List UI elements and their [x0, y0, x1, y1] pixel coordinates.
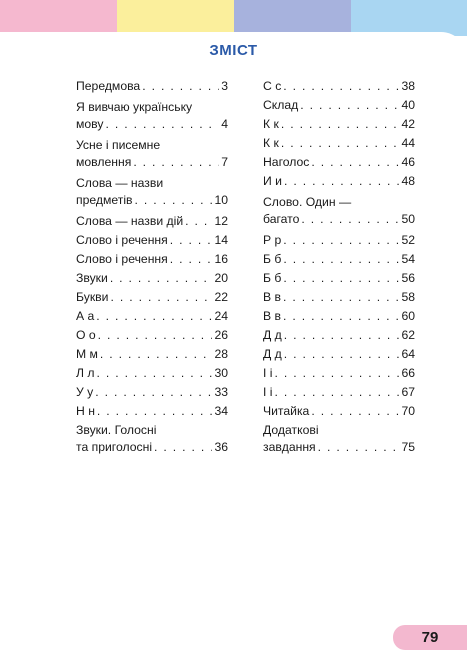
toc-entry-page: 46 — [401, 155, 415, 169]
toc-entry-page: 20 — [214, 271, 228, 285]
toc-entry-page: 70 — [401, 404, 415, 418]
toc-entry-title: Передмова — [76, 79, 141, 93]
toc-entry-title: Л л — [76, 366, 95, 380]
toc-entry-title: Наголос — [263, 155, 310, 169]
toc-entry-page: 28 — [214, 347, 228, 361]
toc-entry — [263, 135, 415, 152]
dot-leader — [283, 270, 399, 287]
toc-entry-title: О о — [76, 328, 96, 342]
toc-entry — [263, 365, 415, 382]
toc-entry-title: Букви — [76, 290, 109, 304]
toc-entry-page: 66 — [401, 366, 415, 380]
dot-leader — [300, 97, 399, 114]
dot-leader — [318, 439, 400, 456]
page-number-tab: 79 — [393, 625, 467, 650]
dot-leader — [170, 251, 213, 268]
header-band-yellow — [117, 0, 234, 36]
toc-entry-title: А а — [76, 309, 95, 323]
dot-leader — [283, 289, 399, 306]
toc-entry-page: 54 — [401, 252, 415, 266]
toc-entry-page: 67 — [401, 385, 415, 399]
dot-leader — [274, 384, 399, 401]
dot-leader — [284, 327, 400, 344]
toc-entry-title: Б б — [263, 252, 282, 266]
toc-entry-page: 36 — [214, 440, 228, 454]
dot-leader — [311, 154, 399, 171]
toc-entry — [263, 308, 415, 325]
toc-entry — [76, 422, 228, 456]
toc-entry-page: 38 — [401, 79, 415, 93]
dot-leader — [98, 327, 213, 344]
toc-entry-title: Б б — [263, 271, 282, 285]
toc-entry-page: 26 — [214, 328, 228, 342]
toc-entry-title: В в — [263, 290, 281, 304]
dot-leader — [95, 384, 212, 401]
toc-entry — [76, 99, 228, 133]
toc-entry-page: 44 — [401, 136, 415, 150]
toc-entry-title: К к — [263, 136, 279, 150]
dot-leader — [154, 439, 212, 456]
dot-leader — [100, 346, 213, 363]
dot-leader — [96, 308, 212, 325]
dot-leader — [185, 213, 212, 230]
toc-entry-page: 64 — [401, 347, 415, 361]
toc-entry — [263, 346, 415, 363]
dot-leader — [133, 154, 219, 171]
dot-leader — [283, 308, 399, 325]
toc-entry — [263, 173, 415, 190]
toc-right-column — [263, 78, 415, 456]
toc-entry-title: Слова — назви — [76, 176, 164, 190]
toc-entry — [263, 97, 415, 114]
toc-entry — [76, 365, 228, 382]
dot-leader — [283, 232, 399, 249]
dot-leader — [283, 78, 399, 95]
dot-leader — [170, 232, 213, 249]
toc-entry-page: 22 — [214, 290, 228, 304]
toc-entry-page: 42 — [401, 117, 415, 131]
dot-leader — [281, 135, 400, 152]
toc-left-column — [76, 78, 228, 456]
dot-leader — [97, 365, 213, 382]
toc-entry-title: Слово і речення — [76, 233, 168, 247]
toc-entry-title: Слова — назви дій — [76, 214, 184, 228]
toc-entry-page: 14 — [214, 233, 228, 247]
toc-entry-title: багато — [263, 212, 300, 226]
toc-entry — [263, 194, 415, 228]
toc-entry-title: мовлення — [76, 155, 132, 169]
toc-entry-page: 52 — [401, 233, 415, 247]
toc-entry-title: У у — [76, 385, 94, 399]
header-band-pink — [0, 0, 117, 36]
toc-entry-title: Додаткові — [263, 423, 319, 437]
toc-entry — [263, 403, 415, 420]
dot-leader — [105, 116, 219, 133]
toc-entry — [76, 251, 228, 268]
toc-entry — [263, 384, 415, 401]
toc-entry-title: Слово. Один — — [263, 195, 352, 209]
toc-entry — [76, 175, 228, 209]
toc-entry-page: 75 — [401, 440, 415, 454]
dot-leader — [284, 346, 400, 363]
toc-entry — [263, 232, 415, 249]
toc-entry-page: 3 — [221, 79, 228, 93]
toc-entry-title: Звуки — [76, 271, 108, 285]
dot-leader — [97, 403, 213, 420]
toc-entry-page: 62 — [401, 328, 415, 342]
toc-entry-page: 40 — [401, 98, 415, 112]
toc-entry — [263, 327, 415, 344]
toc-entry-title: Р р — [263, 233, 282, 247]
toc-entry — [76, 384, 228, 401]
toc-entry — [263, 270, 415, 287]
toc-entry-page: 60 — [401, 309, 415, 323]
toc-entry — [263, 289, 415, 306]
toc-entry — [263, 251, 415, 268]
header-band-blue — [351, 0, 467, 36]
toc-entry-title: Звуки. Голосні — [76, 423, 157, 437]
toc-entry-page: 56 — [401, 271, 415, 285]
toc-entry-title: та приголосні — [76, 440, 153, 454]
toc-entry-title: Читайка — [263, 404, 310, 418]
toc-entry-title: предметів — [76, 193, 133, 207]
dot-leader — [283, 251, 399, 268]
toc-entry — [263, 154, 415, 171]
header-band-lavender — [234, 0, 351, 36]
toc-entry — [76, 213, 228, 230]
toc-entry-title: В в — [263, 309, 281, 323]
toc-entry — [76, 137, 228, 171]
toc-entry-title: Д д — [263, 347, 282, 361]
toc-entry-title: І і — [263, 385, 273, 399]
dot-leader — [142, 78, 219, 95]
toc-entry-title: Д д — [263, 328, 282, 342]
toc-entry — [76, 78, 228, 95]
toc-entry-page: 24 — [214, 309, 228, 323]
dot-leader — [284, 173, 399, 190]
toc-entry-page: 48 — [401, 174, 415, 188]
dot-leader — [274, 365, 399, 382]
toc-entry — [76, 403, 228, 420]
toc-entry-title: И и — [263, 174, 282, 188]
dot-leader — [301, 211, 399, 228]
toc-entry — [76, 327, 228, 344]
toc-entry-title: К к — [263, 117, 279, 131]
dot-leader — [135, 192, 213, 209]
toc-entry-title: Н н — [76, 404, 95, 418]
toc-entry-page: 34 — [214, 404, 228, 418]
toc-entry-title: І і — [263, 366, 273, 380]
toc-entry-title: Усне і писемне — [76, 138, 161, 152]
dot-leader — [311, 403, 399, 420]
toc-entry-title: С с — [263, 79, 282, 93]
dot-leader — [110, 270, 213, 287]
toc-entry-page: 4 — [221, 117, 228, 131]
toc-entry-page: 16 — [214, 252, 228, 266]
toc-entry — [76, 270, 228, 287]
toc-entry-title: Я вивчаю українську — [76, 100, 193, 114]
page-title: ЗМІСТ — [209, 42, 258, 59]
toc-entry-title: мову — [76, 117, 104, 131]
toc-entry-page: 33 — [214, 385, 228, 399]
toc-entry-page: 7 — [221, 155, 228, 169]
toc-entry-title: М м — [76, 347, 98, 361]
dot-leader — [281, 116, 400, 133]
toc-entry-page: 12 — [214, 214, 228, 228]
dot-leader — [110, 289, 212, 306]
toc-entry-title: Склад — [263, 98, 299, 112]
toc-entry — [263, 422, 415, 456]
toc-entry-title: завдання — [263, 440, 316, 454]
toc-entry-page: 50 — [401, 212, 415, 226]
toc-entry — [263, 116, 415, 133]
toc-entry-page: 10 — [214, 193, 228, 207]
toc-entry — [263, 78, 415, 95]
toc-entry-page: 30 — [214, 366, 228, 380]
toc-entry — [76, 308, 228, 325]
toc-entry — [76, 346, 228, 363]
toc-entry-page: 58 — [401, 290, 415, 304]
toc-entry — [76, 232, 228, 249]
toc-entry-title: Слово і речення — [76, 252, 168, 266]
toc-entry — [76, 289, 228, 306]
